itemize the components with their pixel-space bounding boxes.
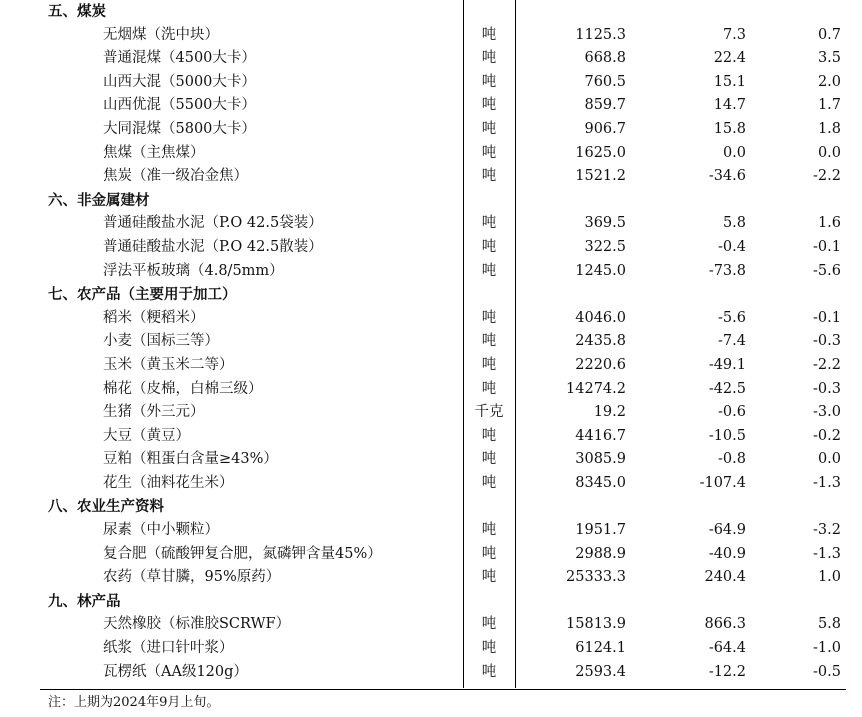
table-row [0,118,862,142]
unit-cell: 吨 [481,380,497,397]
item-name: 大豆（黄豆） [103,427,190,444]
section-row [0,590,862,614]
change-cell: 240.4 [704,569,746,586]
pct-cell: -1.3 [813,474,841,491]
table-row [0,661,862,685]
table-row [0,330,862,354]
item-name: 稻米（粳稻米） [103,309,205,326]
table-row [0,94,862,118]
item-name: 山西大混（5000大卡） [103,73,256,90]
item-name: 天然橡胶（标准胶SCRWF） [103,616,291,633]
change-cell: -64.9 [708,522,746,539]
table-row [0,448,862,472]
pct-cell: 1.8 [817,120,841,137]
unit-cell: 千克 [474,404,504,421]
change-cell: -0.4 [718,238,746,255]
change-cell: -10.5 [708,427,746,444]
section-row [0,283,862,307]
unit-column-left-border [463,0,464,688]
pct-cell: 1.6 [817,215,841,232]
table-row [0,212,862,236]
change-cell: -0.8 [718,451,746,468]
price-cell: 1951.7 [575,522,626,539]
table-row [0,142,862,166]
unit-cell: 吨 [481,144,497,161]
item-name: 焦炭（准一级冶金焦） [103,168,248,185]
price-cell: 760.5 [584,73,626,90]
pct-cell: -3.0 [813,404,841,421]
table-row [0,354,862,378]
pct-cell: -0.2 [813,427,841,444]
table-row [0,260,862,284]
pct-cell: 1.7 [817,97,841,114]
price-cell: 1625.0 [575,144,626,161]
price-cell: 2220.6 [575,356,626,373]
pct-cell: 2.0 [817,73,841,90]
change-cell: -5.6 [718,309,746,326]
unit-cell: 吨 [481,451,497,468]
item-name: 普通混煤（4500大卡） [103,50,256,67]
change-cell: -73.8 [708,262,746,279]
pct-cell: -0.1 [813,238,841,255]
unit-cell: 吨 [481,50,497,67]
unit-cell: 吨 [481,640,497,657]
price-cell: 14274.2 [566,380,626,397]
item-name: 浮法平板玻璃（4.8/5mm） [103,262,284,279]
item-name: 小麦（国标三等） [103,333,219,350]
table-row [0,378,862,402]
unit-cell: 吨 [481,73,497,90]
section-row [0,495,862,519]
table-row [0,307,862,331]
item-name: 大同混煤（5800大卡） [103,120,256,137]
pct-cell: -1.3 [813,545,841,562]
section-title: 六、非金属建材 [48,191,150,209]
pct-cell: -2.2 [813,168,841,185]
table-row [0,71,862,95]
price-cell: 4416.7 [575,427,626,444]
section-title: 五、煤炭 [48,3,106,20]
table-row [0,637,862,661]
change-cell: 22.4 [713,50,746,67]
table-row [0,24,862,48]
change-cell: -12.2 [708,663,746,680]
pct-cell: -2.2 [813,356,841,373]
item-name: 普通硅酸盐水泥（P.O 42.5散装） [103,238,323,255]
unit-cell: 吨 [481,168,497,185]
change-cell: -64.4 [708,640,746,657]
table-row [0,613,862,637]
pct-cell: -1.0 [813,640,841,657]
price-cell: 322.5 [584,238,626,255]
table-row [0,401,862,425]
pct-cell: -5.6 [813,262,841,279]
unit-cell: 吨 [481,663,497,680]
item-name: 普通硅酸盐水泥（P.O 42.5袋装） [103,215,323,232]
table-bottom-rule [40,689,846,690]
change-cell: 5.8 [722,215,746,232]
pct-cell: -0.3 [813,333,841,350]
pct-cell: -0.1 [813,309,841,326]
section-row [0,0,862,24]
table-row [0,425,862,449]
change-cell: -7.4 [718,333,746,350]
table-row [0,236,862,260]
change-cell: -107.4 [699,474,746,491]
unit-cell: 吨 [481,97,497,114]
item-name: 瓦楞纸（AA级120g） [103,663,248,680]
price-cell: 369.5 [584,215,626,232]
unit-cell: 吨 [481,569,497,586]
unit-cell: 吨 [481,215,497,232]
item-name: 豆粕（粗蛋白含量≥43%） [103,451,278,468]
unit-cell: 吨 [481,427,497,444]
footnote: 注：上期为2024年9月上旬。 [48,695,220,710]
item-name: 无烟煤（洗中块） [103,26,219,43]
price-cell: 2988.9 [575,545,626,562]
change-cell: -49.1 [708,356,746,373]
pct-cell: 0.0 [817,144,841,161]
table-row [0,472,862,496]
price-cell: 2593.4 [575,663,626,680]
price-cell: 6124.1 [575,640,626,657]
price-cell: 15813.9 [566,616,626,633]
pct-cell: 3.5 [817,50,841,67]
change-cell: -0.6 [718,404,746,421]
item-name: 山西优混（5500大卡） [103,97,256,114]
change-cell: 15.8 [713,120,746,137]
price-cell: 1125.3 [575,26,626,43]
section-title: 七、农产品（主要用于加工） [48,286,237,304]
section-title: 九、林产品 [48,592,121,610]
pct-cell: 0.0 [817,451,841,468]
pct-cell: 5.8 [817,616,841,633]
unit-cell: 吨 [481,522,497,539]
price-cell: 3085.9 [575,451,626,468]
price-cell: 668.8 [584,50,626,67]
change-cell: -34.6 [708,168,746,185]
price-cell: 906.7 [584,120,626,137]
table-row [0,165,862,189]
table-row [0,47,862,71]
pct-cell: 0.7 [817,26,841,43]
price-cell: 1521.2 [575,168,626,185]
item-name: 玉米（黄玉米二等） [103,356,234,373]
change-cell: 14.7 [713,97,746,114]
table-row [0,566,862,590]
price-cell: 859.7 [584,97,626,114]
unit-cell: 吨 [481,616,497,633]
section-title: 八、农业生产资料 [48,498,164,516]
price-cell: 4046.0 [575,309,626,326]
unit-cell: 吨 [481,262,497,279]
item-name: 花生（油料花生米） [103,474,234,491]
table-row [0,543,862,567]
change-cell: -40.9 [708,545,746,562]
item-name: 尿素（中小颗粒） [103,522,219,539]
item-name: 纸浆（进口针叶浆） [103,640,234,657]
price-cell: 25333.3 [566,569,626,586]
item-name: 生猪（外三元） [103,404,205,421]
change-cell: 7.3 [722,26,746,43]
unit-cell: 吨 [481,545,497,562]
change-cell: 15.1 [713,73,746,90]
change-cell: 0.0 [722,144,746,161]
price-cell: 8345.0 [575,474,626,491]
pct-cell: -0.3 [813,380,841,397]
pct-cell: -0.5 [813,663,841,680]
change-cell: -42.5 [708,380,746,397]
price-cell: 1245.0 [575,262,626,279]
item-name: 焦煤（主焦煤） [103,144,205,161]
pct-cell: 1.0 [817,569,841,586]
unit-cell: 吨 [481,26,497,43]
unit-cell: 吨 [481,120,497,137]
item-name: 复合肥（硫酸钾复合肥，氮磷钾含量45%） [103,545,382,562]
price-cell: 19.2 [593,404,626,421]
unit-cell: 吨 [481,309,497,326]
unit-cell: 吨 [481,238,497,255]
table-row [0,519,862,543]
price-cell: 2435.8 [575,333,626,350]
item-name: 农药（草甘膦，95%原药） [103,569,281,586]
item-name: 棉花（皮棉，白棉三级） [103,380,263,397]
unit-cell: 吨 [481,356,497,373]
pct-cell: -3.2 [813,522,841,539]
section-row [0,189,862,213]
unit-cell: 吨 [481,333,497,350]
change-cell: 866.3 [704,616,746,633]
unit-column-right-border [515,0,516,688]
unit-cell: 吨 [481,474,497,491]
